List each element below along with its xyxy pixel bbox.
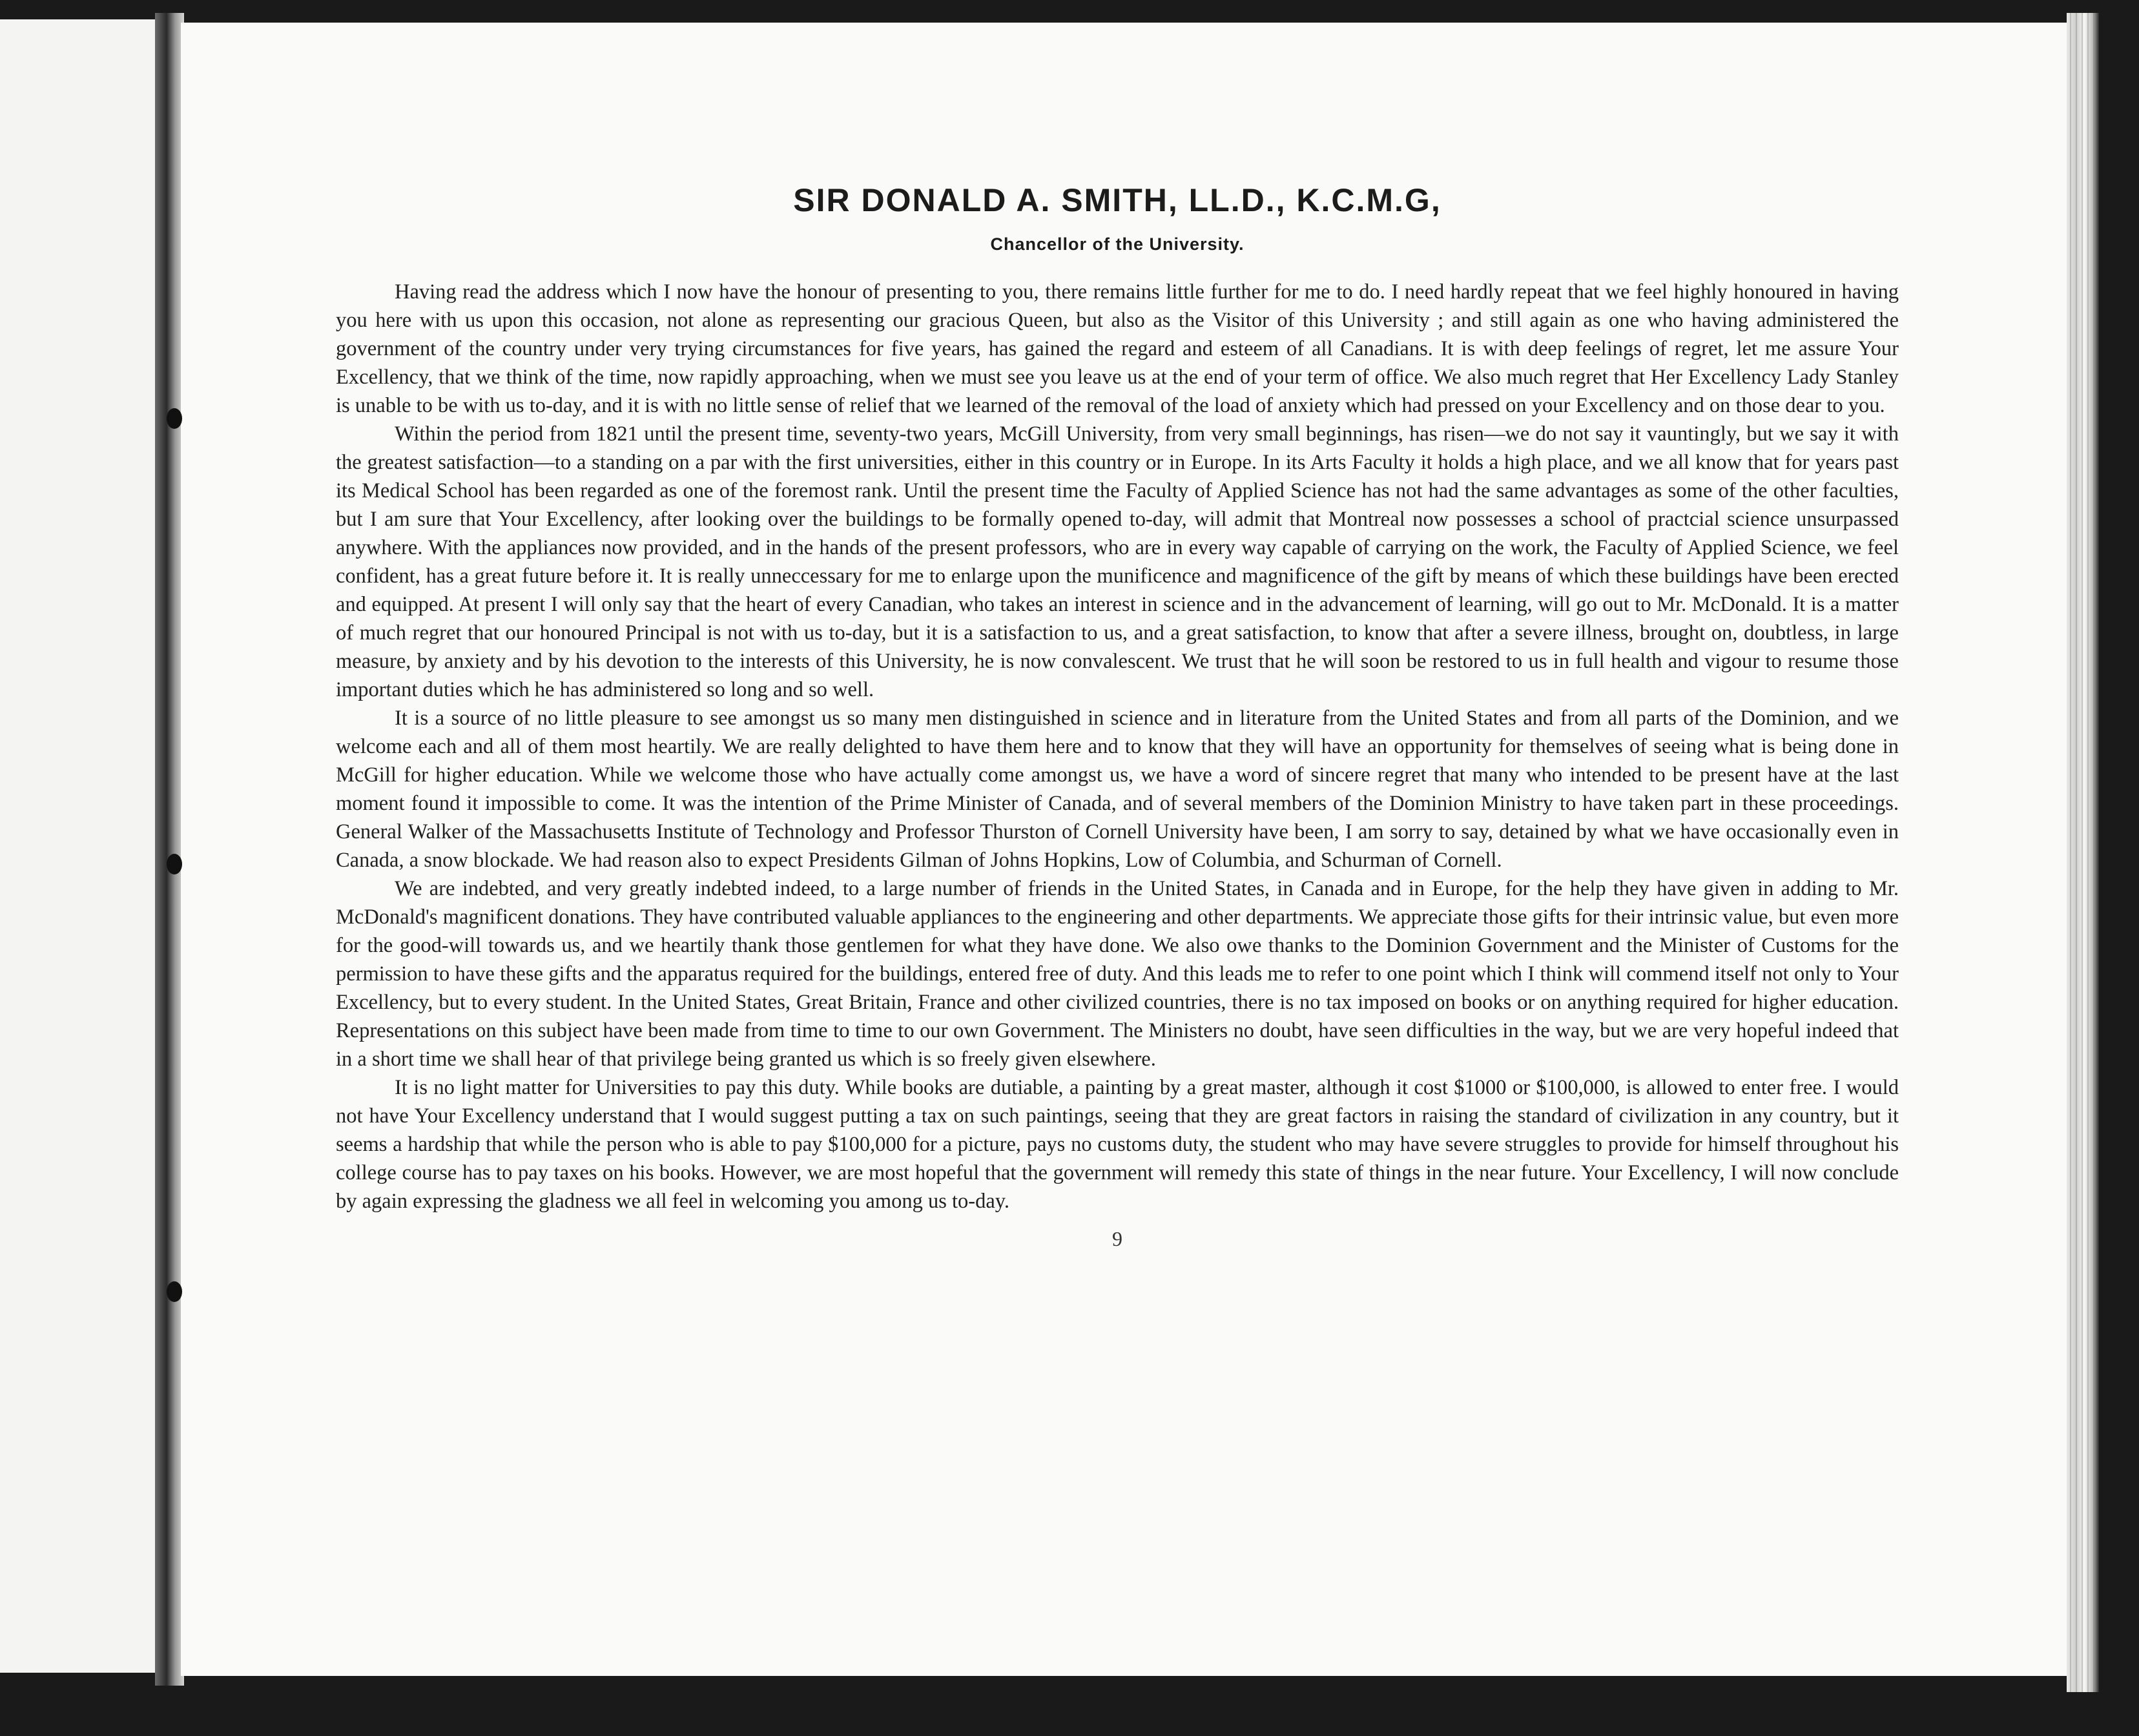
paragraph: It is a source of no little pleasure to see amongst us so many men distinguished in science and in literature from the United States and from all parts of the Dominion, and we welcome each and all of them most heartily. We are really delighted to have them here and to know that they will have an opportunity for themselves of seeing what is being done in McGill for higher education. While we welcome those who have actually come amongst us, we have a word of sincere regret that many who intended to be present have at the last moment found it impossible to come. It was the intention of the Prime Minister of Canada, and of several members of the Dominion Ministry to have taken part in these proceedings. General Walker of the Massachusetts Institute of Technology and Professor Thurston of Cornell University have been, I am sorry to say, detained by what we have occasionally even in Canada, a snow blockade. We had reason also to expect Presidents Gilman of Johns Hopkins, Low of Columbia, and Schurman of Cornell. bbox=[336, 707, 1899, 872]
page-edge-lines bbox=[2070, 13, 2096, 1692]
document-subtitle: Chancellor of the University. bbox=[990, 234, 1245, 254]
document-content bbox=[336, 174, 1899, 1253]
document-title: SIR DONALD A. SMITH, LL.D., K.C.M.G, bbox=[793, 182, 1442, 218]
binding-hole bbox=[167, 1281, 182, 1302]
book-gutter bbox=[155, 13, 184, 1686]
left-page bbox=[0, 19, 165, 1673]
binding-hole bbox=[167, 854, 182, 874]
paragraph: We are indebted, and very greatly indebted indeed, to a large number of friends in the United States, in Canada and in Europe, for the help they have given in adding to Mr. McDonald's magnificent donations. They have contributed valuable appliances to the engineering and other departments. We appreciate those gifts for their intrinsic value, but even more for the good-will towards us, and we heartily thank those gentlemen for what they have done. We also owe thanks to the Dominion Government and the Minister of Customs for the permission to have these gifts and the apparatus required for the buildings, entered free of duty. And this leads me to refer to one point which I think will commend itself not only to Your Excellency, but to every student. In the United States, Great Britain, France and other civilized countries, there is no tax imposed on books or on anything required for higher education. Representations on this subject have been made from time to time to our own Government. The Ministers no doubt, have seen difficulties in the way, but we are very hopeful indeed that in a short time we shall hear of that privilege being granted us which is so freely given elsewhere. bbox=[336, 877, 1899, 1071]
paragraph: Having read the address which I now have the honour of presenting to you, there remains little further for me to do. I need hardly repeat that we feel highly honoured in having you here with us upon this occasion, not alone as representing our gracious Queen, but also as the Visitor of this University ; and still again as one who having administered the government of the country under very trying circumstances for five years, has gained the regard and esteem of all Canadians. It is with deep feelings of regret, let me assure Your Excellency, that we think of the time, now rapidly approaching, when we must see you leave us at the end of your term of office. We also much regret that Her Excellency Lady Stanley is unable to be with us to-day, and it is with no little sense of relief that we learned of the removal of the load of anxiety which had pressed on your Excellency and on those dear to you. bbox=[336, 280, 1899, 417]
binding-hole bbox=[167, 408, 182, 429]
paragraph: It is no light matter for Universities to pay this duty. While books are dutiable, a painting by a great master, although it cost $1000 or $100,000, is allowed to enter free. I would not have Your Excellency understand that I would suggest putting a tax on such paintings, seeing that they are great factors in raising the standard of civilization in any country, but it seems a hardship that while the person who is able to pay $100,000 for a picture, pays no customs duty, the student who may have severe struggles to provide for himself throughout his college course has to pay taxes on his books. However, we are most hopeful that the government will remedy this state of things in the near future. Your Excellency, I will now conclude by again expressing the gladness we all feel in welcoming you among us to-day. bbox=[336, 1076, 1899, 1213]
page-number: 9 bbox=[1112, 1227, 1122, 1250]
paragraph: Within the period from 1821 until the present time, seventy-two years, McGill University, from very small beginnings, has risen—we do not say it vauntingly, but we say it with the greatest satisfaction—to a standing on a par with the first universities, either in this country or in Europe. In its Arts Faculty it holds a high place, and we all know that for years past its Medical School has been regarded as one of the foremost rank. Until the present time the Faculty of Applied Science has not had the same advantages as some of the other faculties, but I am sure that Your Excellency, after looking over the buildings to be formally opened to-day, will admit that Montreal now possesses a school of practcial science unsurpassed anywhere. With the appliances now provided, and in the hands of the present professors, who are in every way capable of carrying on the work, the Faculty of Applied Science, we feel confident, has a great future before it. It is really unneccessary for me to enlarge upon the munificence and magnificence of the gift by means of which these buildings have been erected and equipped. At present I will only say that the heart of every Canadian, who takes an interest in science and in the advancement of learning, will go out to Mr. McDonald. It is a matter of much regret that our honoured Principal is not with us to-day, but it is a satisfaction to us, and a great satisfaction, to know that after a severe illness, brought on, doubtless, in large measure, by anxiety and by his devotion to the interests of this University, he is now convalescent. We trust that he will soon be restored to us in full health and vigour to resume those important duties which he has administered so long and so well. bbox=[336, 422, 1899, 701]
